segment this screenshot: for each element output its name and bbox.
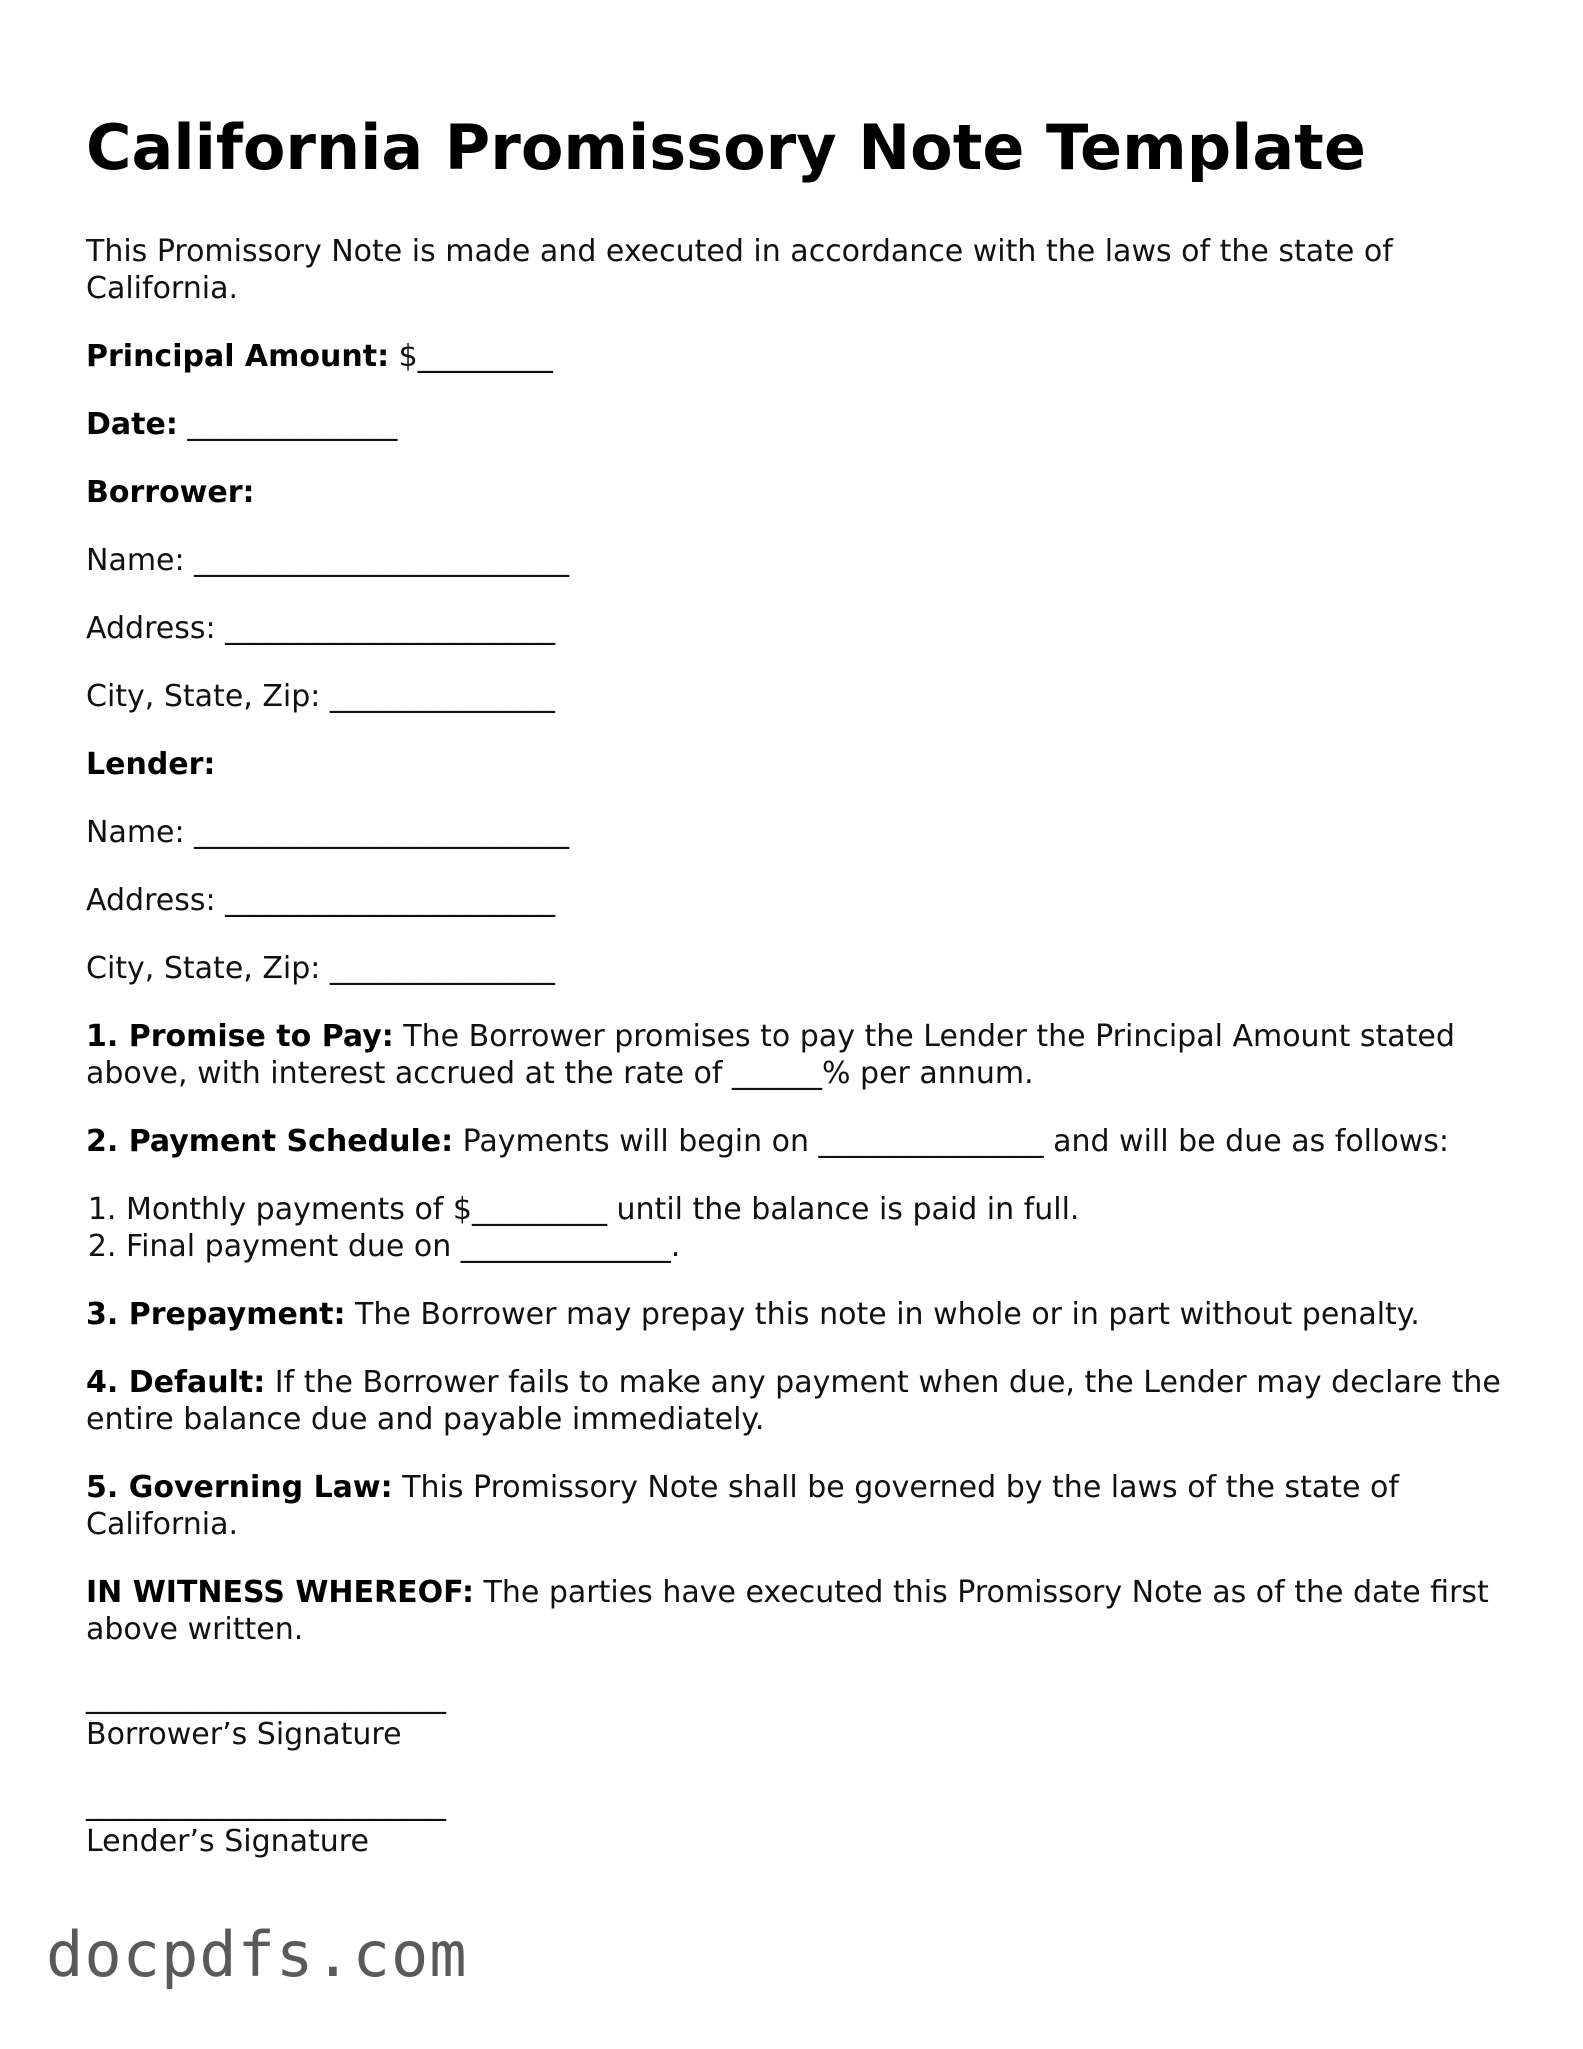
section-promise-label: 1. Promise to Pay: bbox=[86, 1019, 394, 1054]
page-title: California Promissory Note Template bbox=[86, 111, 1366, 184]
intro-paragraph: This Promissory Note is made and executed in accordance with the laws of the state of California. bbox=[86, 234, 1393, 306]
borrower-heading-text: Borrower: bbox=[86, 475, 255, 510]
section-schedule-label: 2. Payment Schedule: bbox=[86, 1124, 454, 1159]
section-default bbox=[86, 1364, 1506, 1438]
lender-heading bbox=[86, 746, 1506, 783]
lender-heading-text: Lender: bbox=[86, 747, 216, 782]
borrower-name-field: Name: _________________________ bbox=[86, 543, 570, 578]
date-value: ______________ bbox=[187, 407, 398, 442]
principal-amount-label: Principal Amount: bbox=[86, 339, 390, 374]
section-governing-label: 5. Governing Law: bbox=[86, 1470, 393, 1505]
borrower-heading bbox=[86, 474, 1506, 511]
lender-signature-label: Lender’s Signature bbox=[86, 1824, 369, 1859]
section-witness-text: The parties have executed this Promissory Note as of the date first above written. bbox=[86, 1575, 1489, 1647]
section-prepayment-label: 3. Prepayment: bbox=[86, 1297, 346, 1332]
lender-name-field: Name: _________________________ bbox=[86, 815, 570, 850]
lender-city-field: City, State, Zip: _______________ bbox=[86, 951, 555, 986]
date-label: Date: bbox=[86, 407, 178, 442]
list-item: 2. Final payment due on ______________. bbox=[126, 1228, 1506, 1265]
lender-address-field: Address: ______________________ bbox=[86, 883, 556, 918]
principal-amount-field bbox=[86, 338, 1506, 375]
section-payment-schedule bbox=[86, 1123, 1506, 1160]
section-promise-text: The Borrower promises to pay the Lender the Principal Amount stated above, with interest accrued at the rate of ______% per annum. bbox=[86, 1019, 1455, 1091]
section-governing-text: This Promissory Note shall be governed by the laws of the state of California. bbox=[86, 1470, 1399, 1542]
section-governing-law bbox=[86, 1469, 1506, 1543]
section-promise-to-pay bbox=[86, 1018, 1506, 1092]
section-prepayment bbox=[86, 1296, 1506, 1333]
borrower-city-field: City, State, Zip: _______________ bbox=[86, 679, 555, 714]
date-field bbox=[86, 406, 1506, 443]
section-prepayment-text: The Borrower may prepay this note in whole or in part without penalty. bbox=[355, 1297, 1420, 1332]
section-default-text: If the Borrower fails to make any payment when due, the Lender may declare the entire balance due and payable immediately. bbox=[86, 1365, 1501, 1437]
section-witness bbox=[86, 1574, 1506, 1648]
section-schedule-text: Payments will begin on _______________ and will be due as follows: bbox=[462, 1124, 1449, 1159]
section-witness-label: IN WITNESS WHEREOF: bbox=[86, 1575, 474, 1610]
signature-block bbox=[86, 1679, 1506, 1860]
lender-signature-line: ________________________ bbox=[86, 1787, 446, 1822]
borrower-address-field: Address: ______________________ bbox=[86, 611, 556, 646]
principal-amount-value: $_________ bbox=[398, 339, 553, 374]
borrower-signature-label: Borrower’s Signature bbox=[86, 1717, 402, 1752]
watermark-logo: docpdfs.com bbox=[46, 1918, 468, 1991]
document-page bbox=[86, 108, 1506, 1893]
payment-schedule-list bbox=[86, 1191, 1506, 1265]
list-item: 1. Monthly payments of $_________ until the balance is paid in full. bbox=[126, 1191, 1506, 1228]
section-default-label: 4. Default: bbox=[86, 1365, 266, 1400]
borrower-signature-line: ________________________ bbox=[86, 1680, 446, 1715]
